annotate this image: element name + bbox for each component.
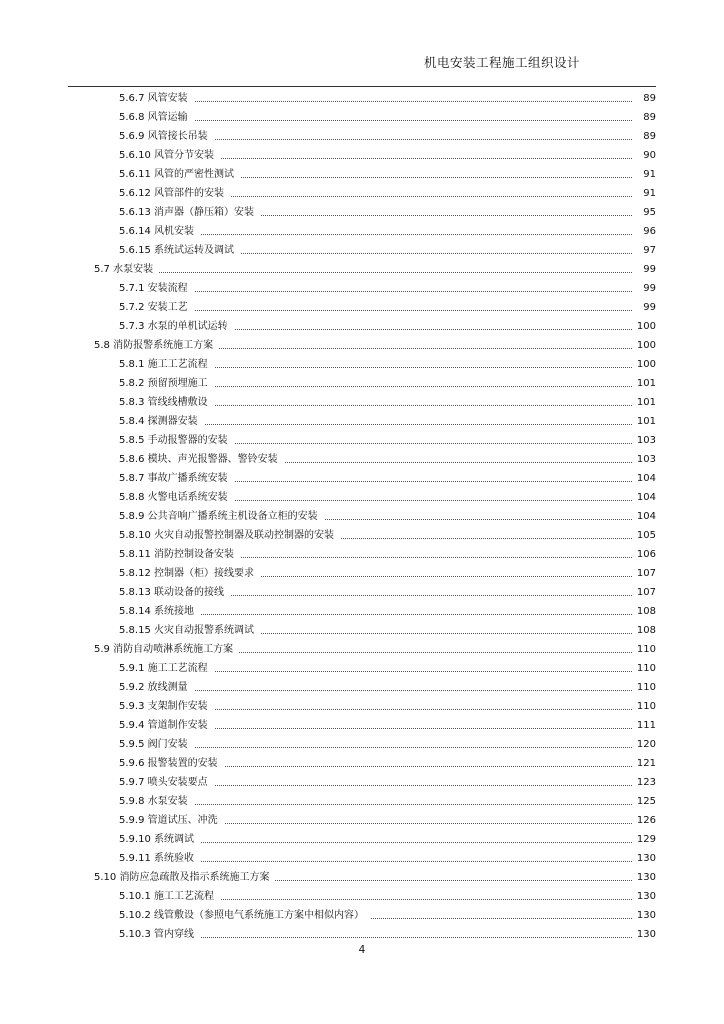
toc-section-title: 系统验收 — [154, 853, 194, 864]
toc-entry-label — [119, 849, 200, 868]
toc-page-number: 121 — [632, 754, 656, 773]
toc-entry — [0, 925, 724, 944]
toc-section-number: 5.9.2 — [119, 682, 145, 693]
toc-section-title: 喷头安装要点 — [147, 777, 208, 788]
toc-entry-label — [119, 507, 324, 526]
toc-section-title: 探测器安装 — [147, 416, 198, 427]
toc-section-number: 5.8.4 — [119, 416, 145, 427]
toc-entry — [0, 640, 724, 659]
toc-page-number: 110 — [632, 659, 656, 678]
toc-section-title: 消防自动喷淋系统施工方案 — [113, 644, 234, 655]
toc-leader-dots — [119, 310, 632, 311]
toc-page-number: 91 — [632, 165, 656, 184]
toc-section-title: 手动报警器的安装 — [147, 435, 228, 446]
toc-page-number: 89 — [632, 127, 656, 146]
toc-section-title: 管道制作安装 — [147, 720, 208, 731]
toc-entry-label — [119, 374, 214, 393]
toc-section-number: 5.8.12 — [119, 568, 151, 579]
toc-section-title: 风管部件的安装 — [154, 188, 224, 199]
toc-entry — [0, 184, 724, 203]
toc-section-title: 消防控制设备安装 — [154, 549, 234, 560]
toc-entry — [0, 602, 724, 621]
toc-entry-label — [119, 906, 370, 925]
toc-section-title: 火警电话系统安装 — [147, 492, 228, 503]
toc-section-title: 水泵安装 — [113, 264, 154, 275]
toc-entry — [0, 127, 724, 146]
toc-section-number: 5.8.1 — [119, 359, 145, 370]
toc-section-title: 管内穿线 — [154, 929, 194, 940]
toc-entry — [0, 203, 724, 222]
toc-page-number: 97 — [632, 241, 656, 260]
toc-leader-dots — [119, 120, 632, 121]
toc-section-number: 5.7.2 — [119, 302, 145, 313]
toc-entry — [0, 146, 724, 165]
toc-section-title: 消防应急疏散及指示系统施工方案 — [119, 872, 270, 883]
toc-entry — [0, 241, 724, 260]
toc-page-number: 110 — [632, 640, 656, 659]
toc-page-number: 123 — [632, 773, 656, 792]
toc-section-number: 5.6.10 — [119, 150, 151, 161]
toc-entry-label — [119, 811, 224, 830]
toc-section-number: 5.9.9 — [119, 815, 145, 826]
toc-section-title: 支架制作安装 — [147, 701, 208, 712]
toc-section-title: 施工工艺流程 — [154, 891, 214, 902]
toc-entry — [0, 868, 724, 887]
toc-section-title: 风管安装 — [147, 93, 188, 104]
toc-entry-label — [119, 545, 240, 564]
toc-entry — [0, 317, 724, 336]
toc-entry — [0, 621, 724, 640]
toc-entry-label — [119, 412, 204, 431]
toc-entry-label — [119, 393, 214, 412]
toc-section-number: 5.9.6 — [119, 758, 145, 769]
toc-entry — [0, 659, 724, 678]
page-number: 4 — [358, 944, 366, 956]
toc-section-number: 5.10.1 — [119, 891, 151, 902]
toc-entry — [0, 697, 724, 716]
toc-section-number: 5.8.2 — [119, 378, 145, 389]
toc-entry-label — [94, 868, 275, 887]
toc-leader-dots — [119, 291, 632, 292]
toc-page-number: 107 — [632, 583, 656, 602]
toc-section-title: 风管运输 — [147, 112, 188, 123]
toc-entry — [0, 678, 724, 697]
toc-entry-label — [119, 925, 200, 944]
toc-section-number: 5.6.11 — [119, 169, 151, 180]
toc-section-number: 5.8.14 — [119, 606, 151, 617]
toc-entry — [0, 830, 724, 849]
toc-section-title: 火灾自动报警系统调试 — [154, 625, 254, 636]
toc-section-number: 5.6.12 — [119, 188, 151, 199]
toc-page-number: 130 — [632, 906, 656, 925]
toc-entry — [0, 469, 724, 488]
toc-section-title: 放线测量 — [147, 682, 188, 693]
toc-entry-label — [119, 203, 260, 222]
toc-section-title: 施工工艺流程 — [147, 359, 208, 370]
toc-entry-label — [119, 754, 224, 773]
toc-entry-label — [119, 887, 220, 906]
toc-entry-label — [119, 222, 200, 241]
toc-section-number: 5.9.5 — [119, 739, 145, 750]
toc-section-title: 系统接地 — [154, 606, 194, 617]
toc-entry — [0, 545, 724, 564]
toc-section-number: 5.9.7 — [119, 777, 145, 788]
toc-section-title: 安装流程 — [147, 283, 188, 294]
toc-section-number: 5.10.2 — [119, 910, 151, 921]
toc-section-number: 5.9.4 — [119, 720, 145, 731]
toc-page-number: 101 — [632, 374, 656, 393]
toc-entry — [0, 431, 724, 450]
toc-page-number: 110 — [632, 678, 656, 697]
toc-section-title: 报警装置的安装 — [147, 758, 218, 769]
toc-page-number: 106 — [632, 545, 656, 564]
toc-entry — [0, 374, 724, 393]
toc-page-number: 130 — [632, 887, 656, 906]
toc-entry-label — [119, 127, 214, 146]
toc-section-number: 5.9.1 — [119, 663, 145, 674]
toc-section-number: 5.7.3 — [119, 321, 145, 332]
toc-entry-label — [119, 773, 214, 792]
toc-entry-label — [119, 450, 284, 469]
toc-leader-dots — [119, 690, 632, 691]
toc-entry — [0, 792, 724, 811]
toc-section-title: 火灾自动报警控制器及联动控制器的安装 — [154, 530, 334, 541]
toc-entry — [0, 811, 724, 830]
document-header-title: 机电安装工程施工组织设计 — [424, 55, 581, 70]
toc-entry — [0, 773, 724, 792]
toc-entry — [0, 108, 724, 127]
toc-section-number: 5.8.15 — [119, 625, 151, 636]
toc-entry — [0, 165, 724, 184]
toc-entry — [0, 412, 724, 431]
toc-entry — [0, 849, 724, 868]
toc-section-title: 风管接长吊装 — [147, 131, 208, 142]
toc-entry-label — [119, 279, 194, 298]
toc-section-number: 5.8.9 — [119, 511, 145, 522]
toc-page-number: 105 — [632, 526, 656, 545]
toc-section-title: 消声器（静压箱）安装 — [154, 207, 254, 218]
toc-page-number: 99 — [632, 260, 656, 279]
toc-entry — [0, 526, 724, 545]
toc-entry-label — [119, 678, 194, 697]
toc-section-number: 5.9.8 — [119, 796, 145, 807]
toc-section-number: 5.8.11 — [119, 549, 151, 560]
toc-section-number: 5.8.5 — [119, 435, 145, 446]
toc-page-number: 101 — [632, 412, 656, 431]
toc-section-title: 系统调试 — [154, 834, 194, 845]
toc-section-number: 5.10 — [94, 872, 117, 883]
toc-entry-label — [94, 640, 239, 659]
toc-entry-label — [119, 108, 194, 127]
toc-section-number: 5.8.8 — [119, 492, 145, 503]
toc-section-number: 5.7 — [94, 264, 110, 275]
toc-entry-label — [119, 830, 200, 849]
toc-section-number: 5.8 — [94, 340, 110, 351]
toc-leader-dots — [94, 272, 632, 273]
toc-entry — [0, 298, 724, 317]
toc-leader-dots — [119, 101, 632, 102]
toc-page-number: 91 — [632, 184, 656, 203]
toc-entry — [0, 450, 724, 469]
toc-leader-dots — [119, 747, 632, 748]
toc-entry-label — [119, 564, 260, 583]
toc-page-number: 89 — [632, 89, 656, 108]
toc-section-number: 5.9.11 — [119, 853, 151, 864]
toc-entry — [0, 564, 724, 583]
toc-page-number: 125 — [632, 792, 656, 811]
toc-entry-label — [119, 89, 194, 108]
toc-entry — [0, 735, 724, 754]
toc-page-number: 110 — [632, 697, 656, 716]
toc-entry-label — [119, 165, 240, 184]
toc-page-number: 120 — [632, 735, 656, 754]
toc-page-number: 100 — [632, 355, 656, 374]
toc-section-title: 预留预埋施工 — [147, 378, 208, 389]
toc-entry — [0, 754, 724, 773]
toc-page-number: 103 — [632, 450, 656, 469]
toc-entry — [0, 222, 724, 241]
toc-entry-label — [119, 735, 194, 754]
toc-section-number: 5.9 — [94, 644, 110, 655]
toc-entry — [0, 260, 724, 279]
toc-section-title: 风管分节安装 — [154, 150, 214, 161]
toc-section-number: 5.8.6 — [119, 454, 145, 465]
toc-page-number: 107 — [632, 564, 656, 583]
toc-page-number: 130 — [632, 925, 656, 944]
toc-page-number: 104 — [632, 469, 656, 488]
toc-entry-label — [119, 526, 340, 545]
toc-entry — [0, 507, 724, 526]
toc-entry — [0, 355, 724, 374]
toc-entry — [0, 279, 724, 298]
toc-page-number: 100 — [632, 336, 656, 355]
toc-section-number: 5.8.13 — [119, 587, 151, 598]
toc-section-number: 5.6.9 — [119, 131, 145, 142]
toc-entry — [0, 488, 724, 507]
toc-section-title: 联动设备的接线 — [154, 587, 224, 598]
toc-entry-label — [119, 602, 200, 621]
toc-page-number: 90 — [632, 146, 656, 165]
toc-section-title: 水泵安装 — [147, 796, 188, 807]
toc-entry-label — [119, 469, 234, 488]
toc-section-number: 5.9.10 — [119, 834, 151, 845]
toc-section-title: 管线线槽敷设 — [147, 397, 208, 408]
toc-section-title: 线管敷设（参照电气系统施工方案中相似内容） — [154, 910, 364, 921]
toc-section-title: 系统试运转及调试 — [154, 245, 234, 256]
toc-entry-label — [119, 621, 260, 640]
toc-entry-label — [119, 792, 194, 811]
toc-section-title: 事故广播系统安装 — [147, 473, 228, 484]
toc-entry-label — [119, 241, 240, 260]
toc-page-number: 96 — [632, 222, 656, 241]
toc-page-number: 111 — [632, 716, 656, 735]
toc-page-number: 108 — [632, 602, 656, 621]
toc-entry-label — [94, 336, 219, 355]
toc-section-title: 风机安装 — [154, 226, 194, 237]
toc-page-number: 104 — [632, 507, 656, 526]
toc-entry-label — [119, 583, 230, 602]
toc-page-number: 126 — [632, 811, 656, 830]
toc-section-title: 水泵的单机试运转 — [147, 321, 228, 332]
toc-entry-label — [119, 298, 194, 317]
toc-entry-label — [119, 355, 214, 374]
toc-entry-label — [119, 146, 220, 165]
toc-page-number: 89 — [632, 108, 656, 127]
toc-section-number: 5.8.10 — [119, 530, 151, 541]
toc-page-number: 130 — [632, 868, 656, 887]
toc-section-title: 施工工艺流程 — [147, 663, 208, 674]
toc-entry-label — [119, 488, 234, 507]
toc-section-number: 5.9.3 — [119, 701, 145, 712]
toc-entry — [0, 89, 724, 108]
toc-entry-label — [119, 184, 230, 203]
toc-section-number: 5.7.1 — [119, 283, 145, 294]
toc-entry — [0, 336, 724, 355]
toc-section-number: 5.6.7 — [119, 93, 145, 104]
toc-entry — [0, 716, 724, 735]
toc-entry — [0, 583, 724, 602]
toc-section-number: 5.6.8 — [119, 112, 145, 123]
toc-page-number: 99 — [632, 298, 656, 317]
header-divider — [68, 86, 656, 87]
toc-entry-label — [119, 659, 214, 678]
toc-section-title: 消防报警系统施工方案 — [113, 340, 214, 351]
toc-section-number: 5.10.3 — [119, 929, 151, 940]
toc-entry-label — [119, 697, 214, 716]
toc-section-number: 5.6.15 — [119, 245, 151, 256]
toc-entry — [0, 393, 724, 412]
toc-entry — [0, 906, 724, 925]
toc-section-title: 模块、声光报警器、警铃安装 — [147, 454, 278, 465]
toc-section-title: 安装工艺 — [147, 302, 188, 313]
toc-entry — [0, 887, 724, 906]
toc-section-title: 阀门安装 — [147, 739, 188, 750]
toc-page-number: 129 — [632, 830, 656, 849]
toc-section-number: 5.8.7 — [119, 473, 145, 484]
toc-section-number: 5.6.14 — [119, 226, 151, 237]
toc-section-title: 控制器（柜）接线要求 — [154, 568, 254, 579]
toc-page-number: 101 — [632, 393, 656, 412]
toc-page-number: 108 — [632, 621, 656, 640]
toc-section-number: 5.6.13 — [119, 207, 151, 218]
toc-page-number: 100 — [632, 317, 656, 336]
toc-page-number: 104 — [632, 488, 656, 507]
toc-page-number: 103 — [632, 431, 656, 450]
toc-entry-label — [119, 716, 214, 735]
toc-page-number: 99 — [632, 279, 656, 298]
toc-page-number: 130 — [632, 849, 656, 868]
toc-entry-label — [119, 317, 234, 336]
toc-section-number: 5.8.3 — [119, 397, 145, 408]
toc-leader-dots — [119, 804, 632, 805]
toc-page-number: 95 — [632, 203, 656, 222]
toc-section-title: 公共音响广播系统主机设备立柜的安装 — [147, 511, 318, 522]
toc-entry-label — [119, 431, 234, 450]
toc-entry-label — [94, 260, 159, 279]
toc-section-title: 风管的严密性测试 — [154, 169, 234, 180]
toc-section-title: 管道试压、冲洗 — [147, 815, 218, 826]
table-of-contents — [0, 89, 724, 944]
